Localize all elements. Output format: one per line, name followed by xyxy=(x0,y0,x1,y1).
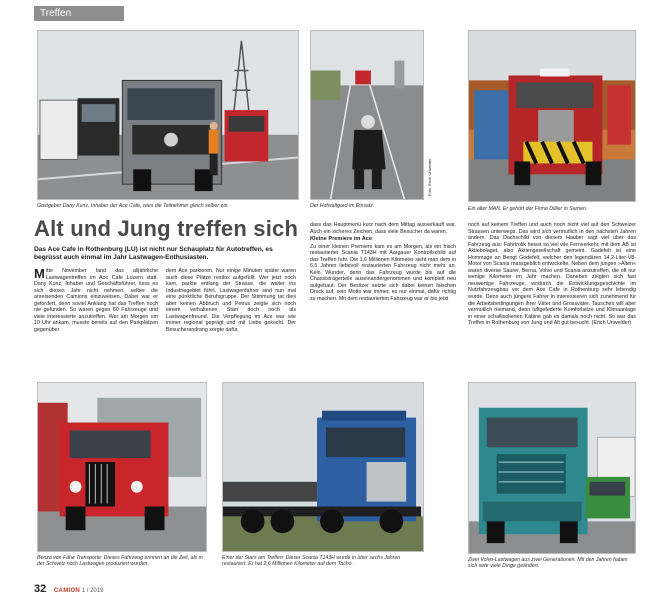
photo-road-photographer xyxy=(310,30,424,200)
page-number: 32 xyxy=(34,583,47,595)
column-3-text-a: dass das Hauptmenü kurz nach dem Mittag ausverkauft war. Auch ein sicheres Zeichen, dass viele Besucher da waren. xyxy=(310,222,456,235)
photo-credit: Foto: Erich Unweider xyxy=(427,158,432,196)
issue-number: 1 / 2019 xyxy=(81,588,104,594)
caption-photo1: Gastgeber Dany Kunz, Inhaber der Ace Cafe, wies die Teilnehmer gleich selber ein. xyxy=(37,203,229,209)
article-column-4 xyxy=(468,222,636,372)
article-headline: Alt und Jung treffen sich xyxy=(34,216,299,241)
column-2-text: dem Ace parkieren. Nur einige Minuten später waren auch diese Plätze restlos aufgefüllt. Wer jetzt noch kam, parkte entlang der Strasse, die weiter ins Industriegebiet führt. Lastwagenfahrer sind nun mal eine pünktliche Berufsgruppe. Der Stimmung tat dies aber keinen Abbruch und Petrus zeigte sich noch einem verhaltenen Start doch noch als Lastwagenfreund. Die Verpflegung im Ace war wie immer regional geprägt und mit Liebe gekocht. Der Besucherandrang sorgte dafür, xyxy=(166,268,296,333)
caption-photo5: Einer der Stars am Treffen: Dieser Scania T143H wurde in über sechs Jahren restauriert. Er hat 2,6 Millionen Kilometer auf dem Tacho. xyxy=(222,555,401,568)
photo-volvo-trucks xyxy=(468,382,636,554)
article-lead: Das Ace Cafe in Rothenburg (LU) ist nicht nur Schauplatz für Autotreffen, es begrüsst auch einmal im Jahr Lastwagen-Enthusiasten. xyxy=(34,246,273,261)
article-column-3 xyxy=(310,222,456,372)
caption-photo6: Zwei Volvo-Lastwagen aus zwei Generationen. Mit den Jahren haben sich sehr viele Dinge geändert. xyxy=(468,557,628,570)
caption-photo4: Benza von Fähe Transporte: Dieses Fahrzeug erinnert an die Zeit, als in der Schweiz noch Lastwagen produziert wurden. xyxy=(37,555,203,568)
photo-old-man-truck xyxy=(468,30,636,202)
photo-blue-scania xyxy=(222,382,424,552)
article-column-2 xyxy=(166,268,296,372)
column-4-text: noch auf keinem Treffen und auch noch nicht viel auf den Schweizer Strassen unterwegs. Das wird sich vermutlich in den nächsten Jahren ändern. Das Dachschild von diesem Hauber sagt viel über das Fahrzeug aus: Fahrtrolik heisst so viel wie Fernverkehr, mit dem AB ist Aktiebolaget, also Aktiengesellschaft gemeint. Gadefelt ist eine Hommage an Bengt Godefelt, welcher den legendären 14,2-Liter-V8-Motor von Scania massgeblich entwickelte. Neben dem jungen »Alten« waren diverse Saurer, Berna, Volvo und Scania anzutreffen, die oft nur wenige Kilometer im Jahr machen. Daneben zeigten sich fast neuwertige Fahrzeuge, wodurch die Entwicklungsgeschichte im Nutzfahrzeugbau vor dem Ace Cafe in Rothenburg sehr lebendig wurde. Denn auch jüngere Fahrer in interessieren sich zunehmend für die Arbeitsbedingungen ihrer Väter und Grossväter. Tauschen will aber vermutlich niemand, denn luftgefederte Komfortsitze und Klimaanlage in einer schallisolierten Kabine gab es damals noch nicht. So war das Treffen in Rothenburg von Jung und Alt gut besucht. (Erich Unweider) xyxy=(468,222,636,327)
page-footer xyxy=(34,583,103,595)
caption-photo2: Der Hofwaltgard im Einsatz. xyxy=(310,203,375,209)
article-column-1 xyxy=(34,268,158,372)
photo-mercedes-truck xyxy=(37,30,299,200)
column-3-text-b: Zu einer kleinen Premiere kam es am Morgen, als ein frisch restaurierter Scania T143H mit Aargauer Kontrollschild auf das Treffen fuhr. Die 1,6 Millionen Kilometer sieht man dem in 6,5 Jahren liebevoll restaurierten Fahrzeug nicht mehr an. Kein Wunder, denn das Fahrzeug wurde bis auf die Chassisträgerteile auseinandergenommen und komplett neu aufgebaut. Der Besitzer setzte sich dabei keinen falschen Druck auf, sein Motto war immer, es nur einmal, dafür richtig zu machen. Mit dem restaurierten Fahrzeug war er bis jetzt xyxy=(310,243,456,303)
column-1-text: itte November fand das alljährliche Lastwagentreffen im Ace Cafe Luzern statt. Dany Kunz, Inhaber und Geschäftsführer, liess es sich dieses Jahr nicht nehmen, selber die anreisenden Camions einzuweisen. Dabei war er gefordert, denn soviel Anklang hat das Treffen noch nie gefunden. So waren gegen 60 Fahrzeuge und viele interessierte anzutreffen. Wer am Morgen um 10 Uhr ankam, musste bereits auf den Parkplätzen gegenüber xyxy=(34,268,158,333)
subheading-premiere: Kleine Premiere im Ace xyxy=(310,236,372,243)
caption-photo3: Ein alter MAN. Er gehört der Firma Dillier in Sarnen. xyxy=(468,206,588,212)
drop-cap: M xyxy=(34,268,45,281)
magazine-name: CAMION xyxy=(53,588,81,594)
photo-red-berna-truck xyxy=(37,382,207,552)
section-tag: Treffen xyxy=(34,6,124,21)
